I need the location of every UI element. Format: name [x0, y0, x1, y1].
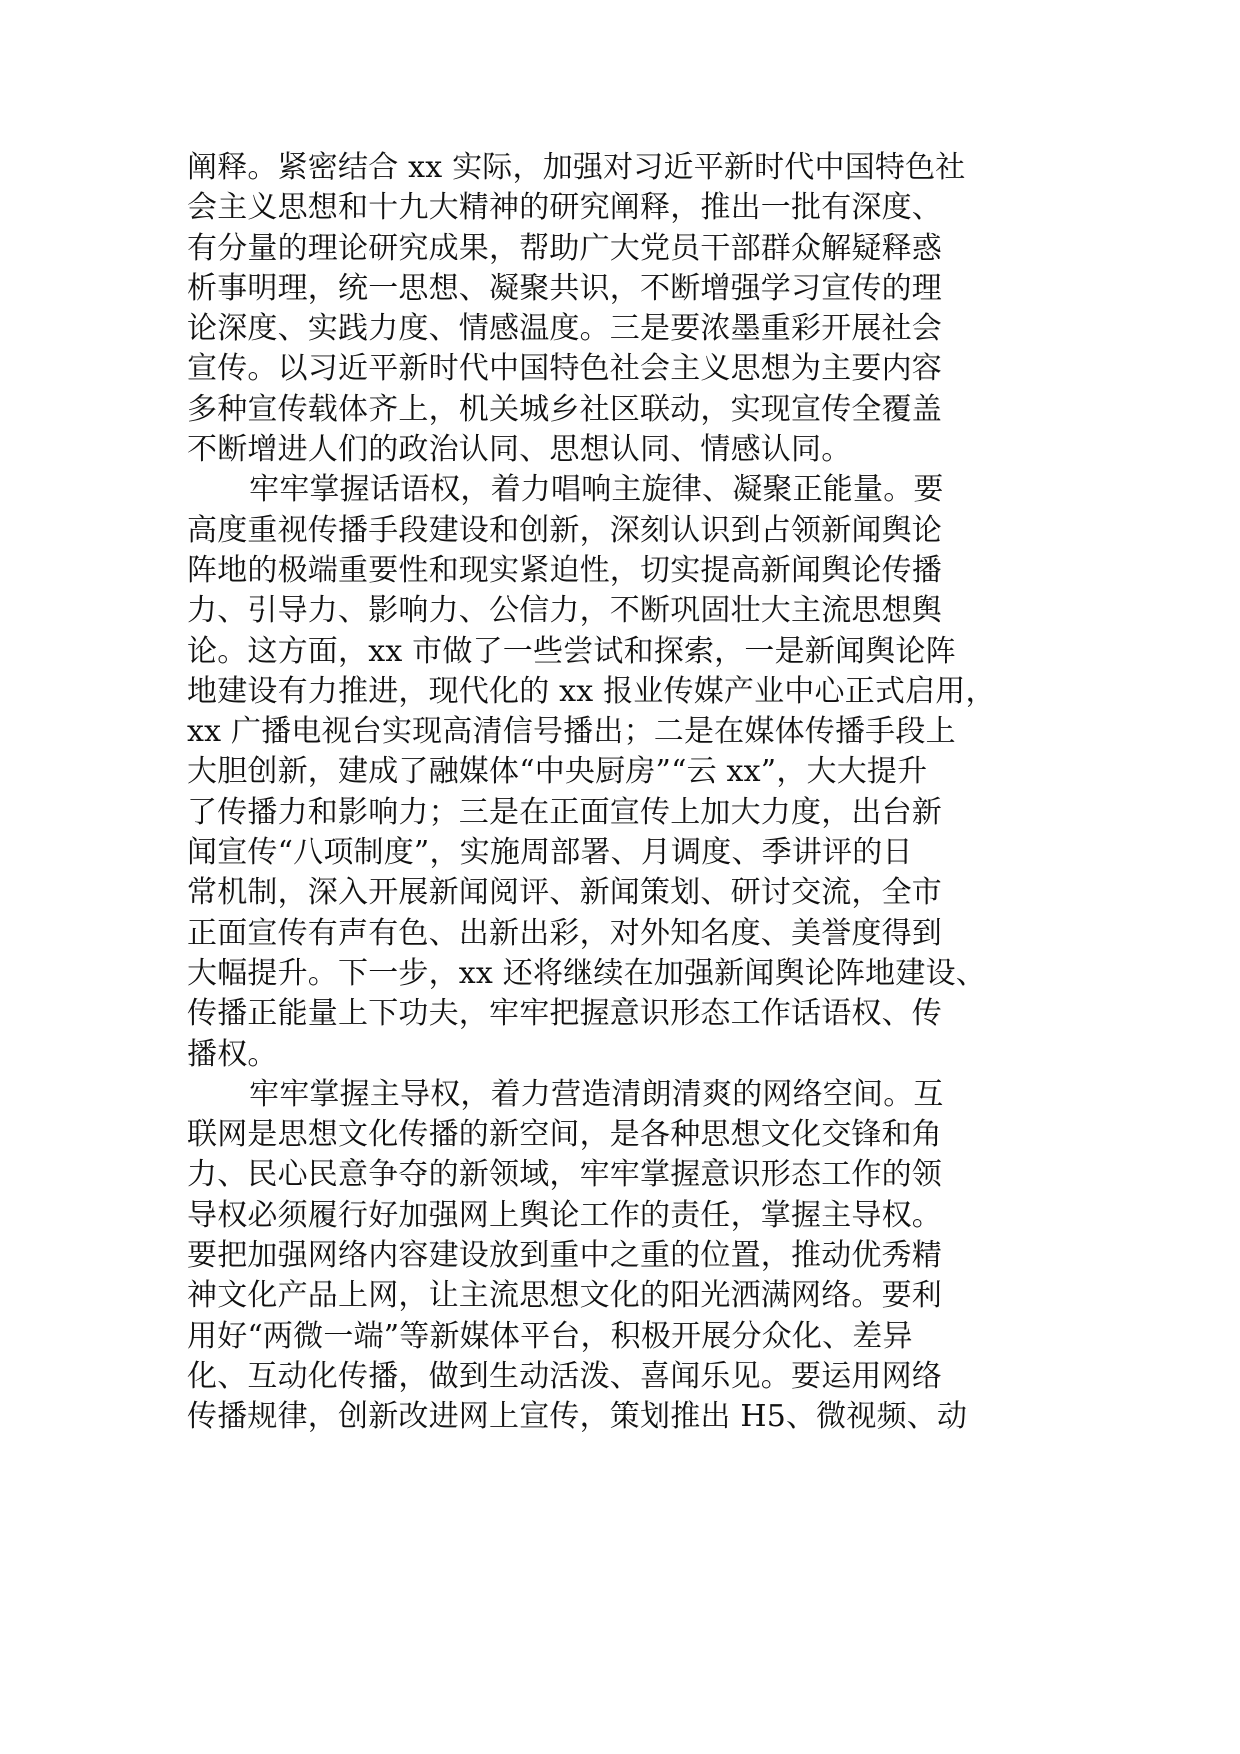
text-line: 牢牢掌握话语权，着力唱响主旋律、凝聚正能量。要: [249, 472, 944, 508]
text-line: 高度重视传播手段建设和创新，深刻认识到占领新闻舆论: [187, 512, 942, 548]
text-line: 阵地的极端重要性和现实紧迫性，切实提高新闻舆论传播: [187, 552, 942, 588]
paragraph: [187, 470, 1053, 1074]
text-line: 了传播力和影响力；三是在正面宣传上加大力度，出台新: [187, 794, 942, 830]
text-line: 力、民心民意争夺的新领域，牢牢掌握意识形态工作的领: [187, 1157, 942, 1193]
text-line: 常机制，深入开展新闻阅评、新闻策划、研讨交流，全市: [187, 875, 942, 911]
text-line: 用好“两微一端”等新媒体平台，积极开展分众化、差异: [187, 1318, 913, 1354]
text-line: 宣传。以习近平新时代中国特色社会主义思想为主要内容: [187, 351, 942, 387]
text-line: 化、互动化传播，做到生动活泼、喜闻乐见。要运用网络: [187, 1358, 942, 1394]
text-line: 大胆创新，建成了融媒体“中央厨房”“云 xx”，大大提升: [187, 754, 928, 790]
text-line: 论深度、实践力度、情感温度。三是要浓墨重彩开展社会: [187, 311, 942, 347]
document-page: [187, 148, 1053, 1438]
text-line: 地建设有力推进，现代化的 xx 报业传媒产业中心正式启用，: [187, 673, 996, 709]
text-line: 论。这方面，xx 市做了一些尝试和探索，一是新闻舆论阵: [187, 633, 956, 669]
text-line: 不断增进人们的政治认同、思想认同、情感认同。: [187, 432, 852, 468]
text-line: 联网是思想文化传播的新空间，是各种思想文化交锋和角: [187, 1117, 942, 1153]
text-line: 神文化产品上网，让主流思想文化的阳光洒满网络。要利: [187, 1278, 942, 1314]
text-line: 要把加强网络内容建设放到重中之重的位置，推动优秀精: [187, 1238, 942, 1274]
text-line: 会主义思想和十九大精神的研究阐释，推出一批有深度、: [187, 190, 942, 226]
text-line: 有分量的理论研究成果，帮助广大党员干部群众解疑释惑: [187, 230, 942, 266]
text-line: 析事明理，统一思想、凝聚共识，不断增强学习宣传的理: [187, 270, 942, 306]
text-line: 牢牢掌握主导权，着力营造清朗清爽的网络空间。互: [249, 1076, 944, 1112]
text-line: 闻宣传“八项制度”，实施周部署、月调度、季讲评的日: [187, 835, 913, 871]
paragraph: [187, 148, 1053, 470]
text-line: 播权。: [187, 1036, 278, 1072]
text-line: 多种宣传载体齐上，机关城乡社区联动，实现宣传全覆盖: [187, 391, 942, 427]
text-line: 传播正能量上下功夫，牢牢把握意识形态工作话语权、传: [187, 996, 942, 1032]
text-line: 大幅提升。下一步，xx 还将继续在加强新闻舆论阵地建设、: [187, 955, 986, 991]
paragraph: [187, 1075, 1053, 1438]
text-line: xx 广播电视台实现高清信号播出；二是在媒体传播手段上: [187, 714, 956, 750]
text-line: 传播规律，创新改进网上宣传，策划推出 H5、微视频、动: [187, 1399, 968, 1435]
text-line: 阐释。紧密结合 xx 实际，加强对习近平新时代中国特色社: [187, 150, 966, 185]
text-line: 导权必须履行好加强网上舆论工作的责任，掌握主导权。: [187, 1197, 942, 1233]
text-line: 正面宣传有声有色、出新出彩，对外知名度、美誉度得到: [187, 915, 942, 951]
text-line: 力、引导力、影响力、公信力，不断巩固壮大主流思想舆: [187, 593, 942, 629]
